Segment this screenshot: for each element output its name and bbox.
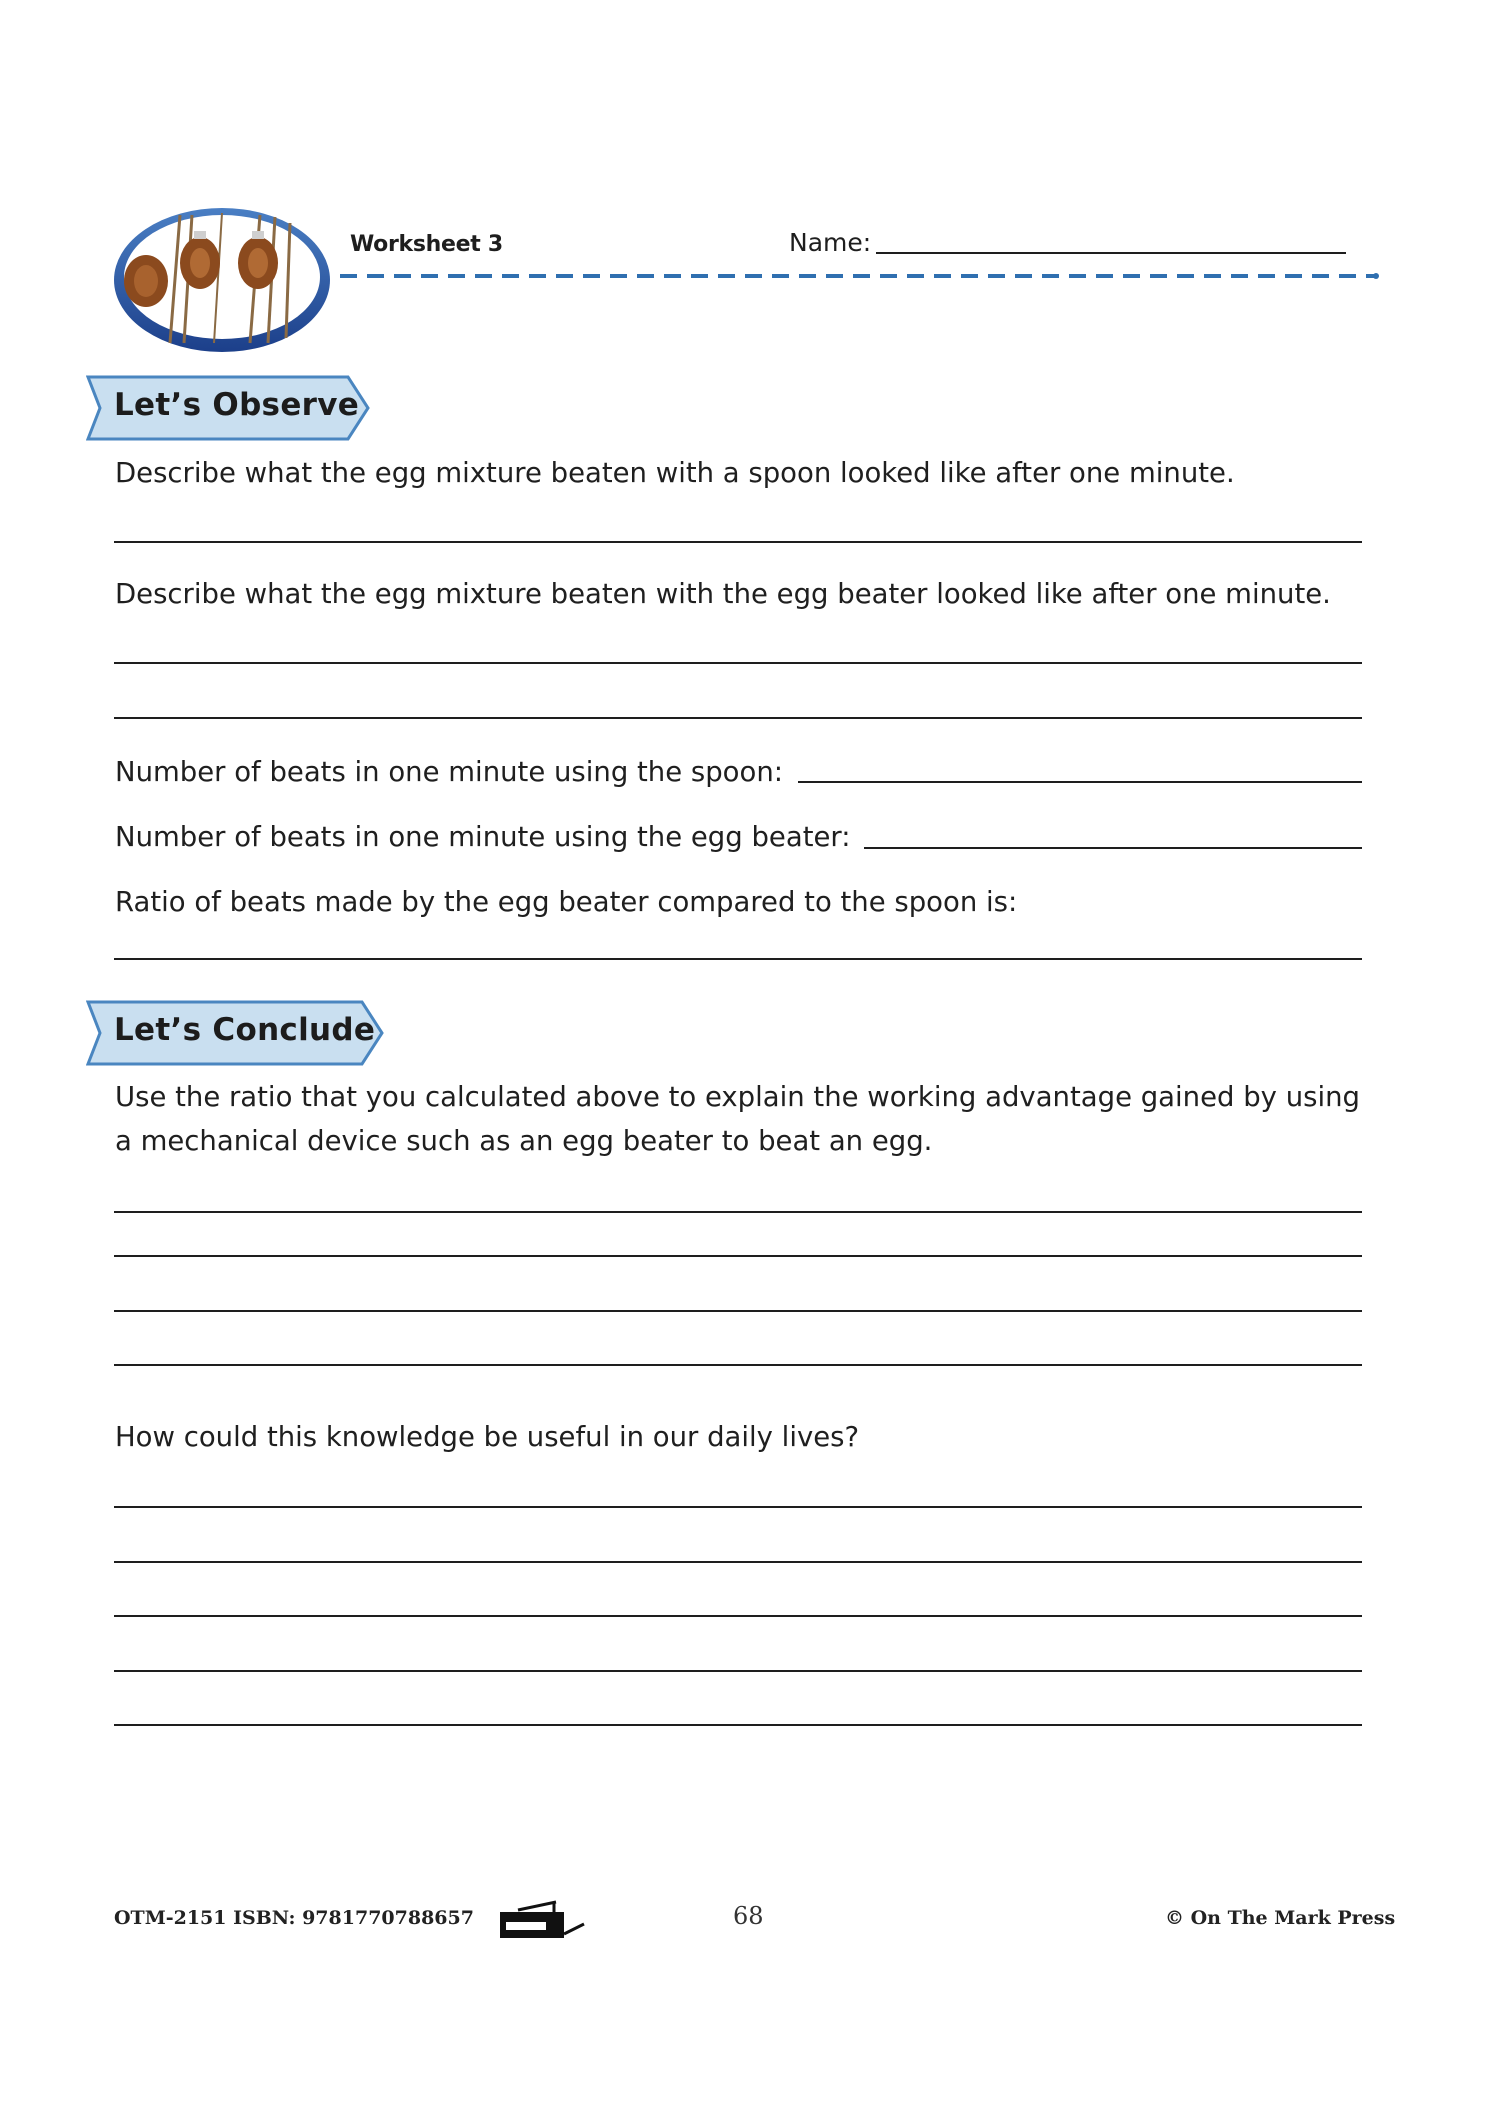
answer-line[interactable] <box>114 1724 1362 1726</box>
name-field[interactable] <box>876 252 1346 254</box>
question-ratio: Ratio of beats made by the egg beater compared to the spoon is: <box>115 886 1018 918</box>
answer-line[interactable] <box>114 717 1362 719</box>
answer-line[interactable] <box>798 781 1362 783</box>
question-beater-beats: Number of beats in one minute using the egg beater: <box>115 821 851 853</box>
footer-isbn: OTM-2151 ISBN: 9781770788657 <box>114 1907 474 1929</box>
question-spoon-description: Describe what the egg mixture beaten with a spoon looked like after one minute. <box>115 457 1235 489</box>
header-dashed-divider <box>340 272 1380 280</box>
question-spoon-beats: Number of beats in one minute using the spoon: <box>115 756 784 788</box>
section-tab-conclude <box>86 1000 384 1066</box>
answer-line[interactable] <box>114 662 1362 664</box>
section-tab-observe <box>86 375 370 441</box>
answer-line[interactable] <box>864 847 1362 849</box>
question-working-advantage: Use the ratio that you calculated above to explain the working advantage gained by using a mechanical device such as an egg beater to beat an egg. <box>115 1081 1360 1157</box>
answer-line[interactable] <box>114 1255 1362 1257</box>
answer-line[interactable] <box>114 1211 1362 1213</box>
answer-line[interactable] <box>114 1364 1362 1366</box>
answer-line[interactable] <box>114 958 1362 960</box>
footer-copyright: © On The Mark Press <box>1165 1907 1396 1929</box>
answer-line[interactable] <box>114 1615 1362 1617</box>
section-title-observe: Let’s Observe <box>114 387 360 423</box>
worksheet-label: Worksheet 3 <box>350 232 503 257</box>
pulley-blocks-icon <box>110 203 335 358</box>
question-daily-lives: How could this knowledge be useful in our daily lives? <box>115 1421 860 1453</box>
answer-line[interactable] <box>114 1561 1362 1563</box>
answer-line[interactable] <box>114 1310 1362 1312</box>
question-beater-description: Describe what the egg mixture beaten with the egg beater looked like after one minute. <box>115 578 1331 610</box>
answer-line[interactable] <box>114 1506 1362 1508</box>
page-number: 68 <box>733 1902 764 1930</box>
name-label: Name: <box>789 228 872 257</box>
answer-line[interactable] <box>114 1670 1362 1672</box>
answer-line[interactable] <box>114 541 1362 543</box>
section-title-conclude: Let’s Conclude <box>114 1012 376 1048</box>
pulley-machine-icon <box>498 1898 586 1940</box>
